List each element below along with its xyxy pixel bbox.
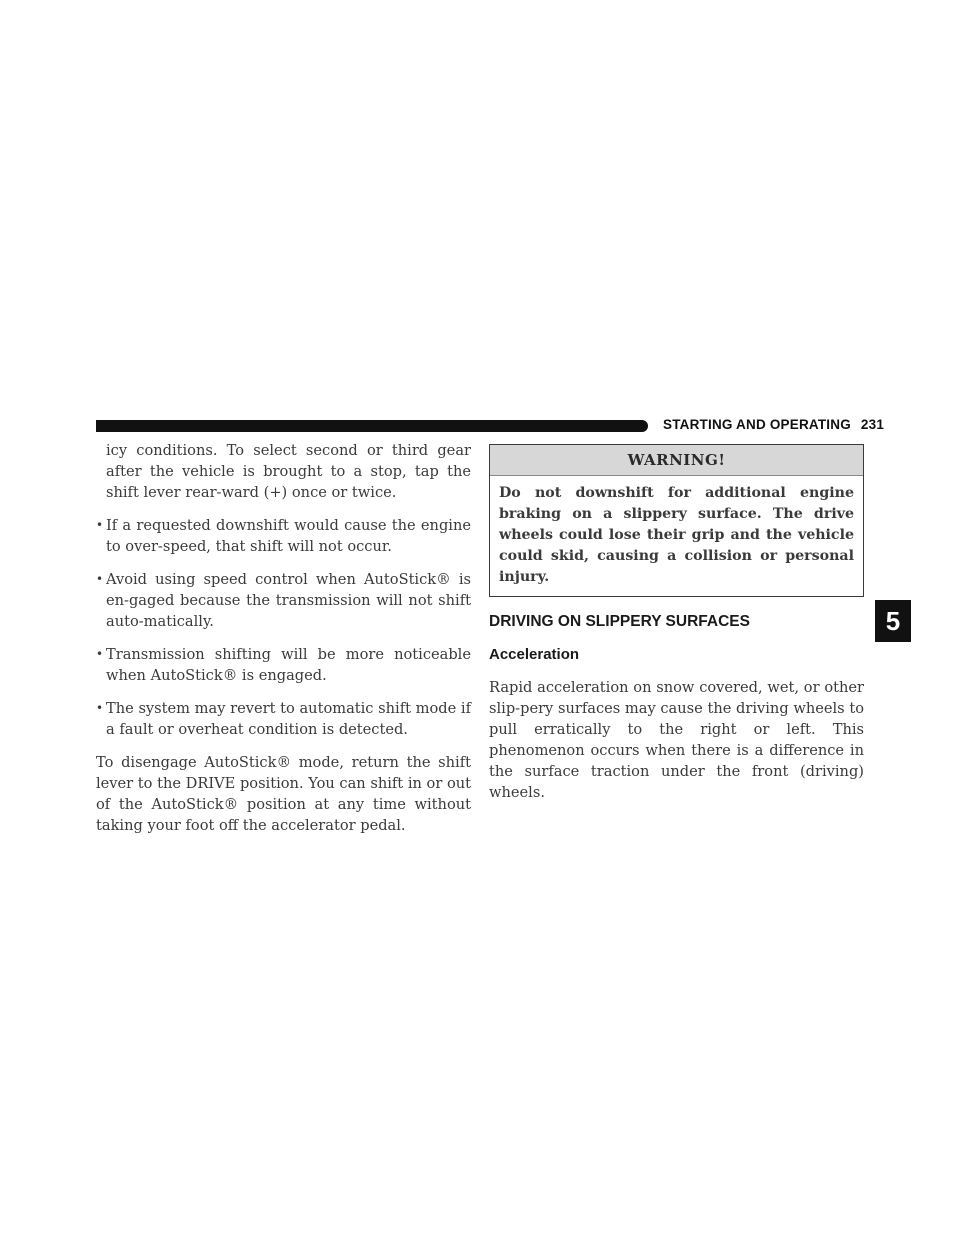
continued-paragraph: icy conditions. To select second or third gear after the vehicle is brought to a stop, tap the shift lever rear-ward (+) once or twice. (106, 442, 471, 501)
list-item (96, 569, 471, 632)
list-item (96, 644, 471, 686)
bullet-text: The system may revert to automatic shift mode if a fault or overheat condition is detected. (106, 700, 471, 738)
closing-paragraph: To disengage AutoStick® mode, return the shift lever to the DRIVE position. You can shift in or out of the AutoStick® position at any time without taking your foot off the accelerator pedal. (96, 754, 471, 834)
list-item (96, 515, 471, 557)
bullet-icon: • (96, 572, 104, 586)
bullet-text: Transmission shifting will be more noticeable when AutoStick® is engaged. (106, 646, 471, 684)
right-column (489, 438, 864, 803)
warning-title: WARNING! (490, 445, 863, 476)
bullet-icon: • (96, 518, 104, 532)
page-number: 231 (860, 417, 885, 432)
section-title: STARTING AND OPERATING (663, 417, 851, 432)
section-heading: DRIVING ON SLIPPERY SURFACES (489, 613, 750, 630)
bullet-text: If a requested downshift would cause the engine to over-speed, that shift will not occur. (106, 517, 471, 555)
bullet-icon: • (96, 701, 104, 715)
sub-heading: Acceleration (489, 646, 580, 663)
bullet-text: Avoid using speed control when AutoStick® is en-gaged because the transmission will not shift auto-matically. (106, 571, 471, 630)
running-header (663, 417, 884, 432)
warning-text: Do not downshift for additional engine braking on a slippery surface. The drive wheels could lose their grip and the vehicle could skid, causing a collision or personal injury. (499, 485, 854, 585)
acceleration-paragraph: Rapid acceleration on snow covered, wet, or other slip-pery surfaces may cause the driving wheels to pull erratically to the right or left. This phenomenon occurs when there is a difference in the surface traction under the front (driving) wheels. (489, 679, 864, 801)
left-column (96, 438, 471, 836)
bullet-icon: • (96, 647, 104, 661)
chapter-tab: 5 (875, 600, 911, 642)
header-rule (96, 420, 648, 432)
warning-box (489, 444, 864, 597)
list-item (96, 698, 471, 740)
bullet-list (96, 515, 471, 740)
